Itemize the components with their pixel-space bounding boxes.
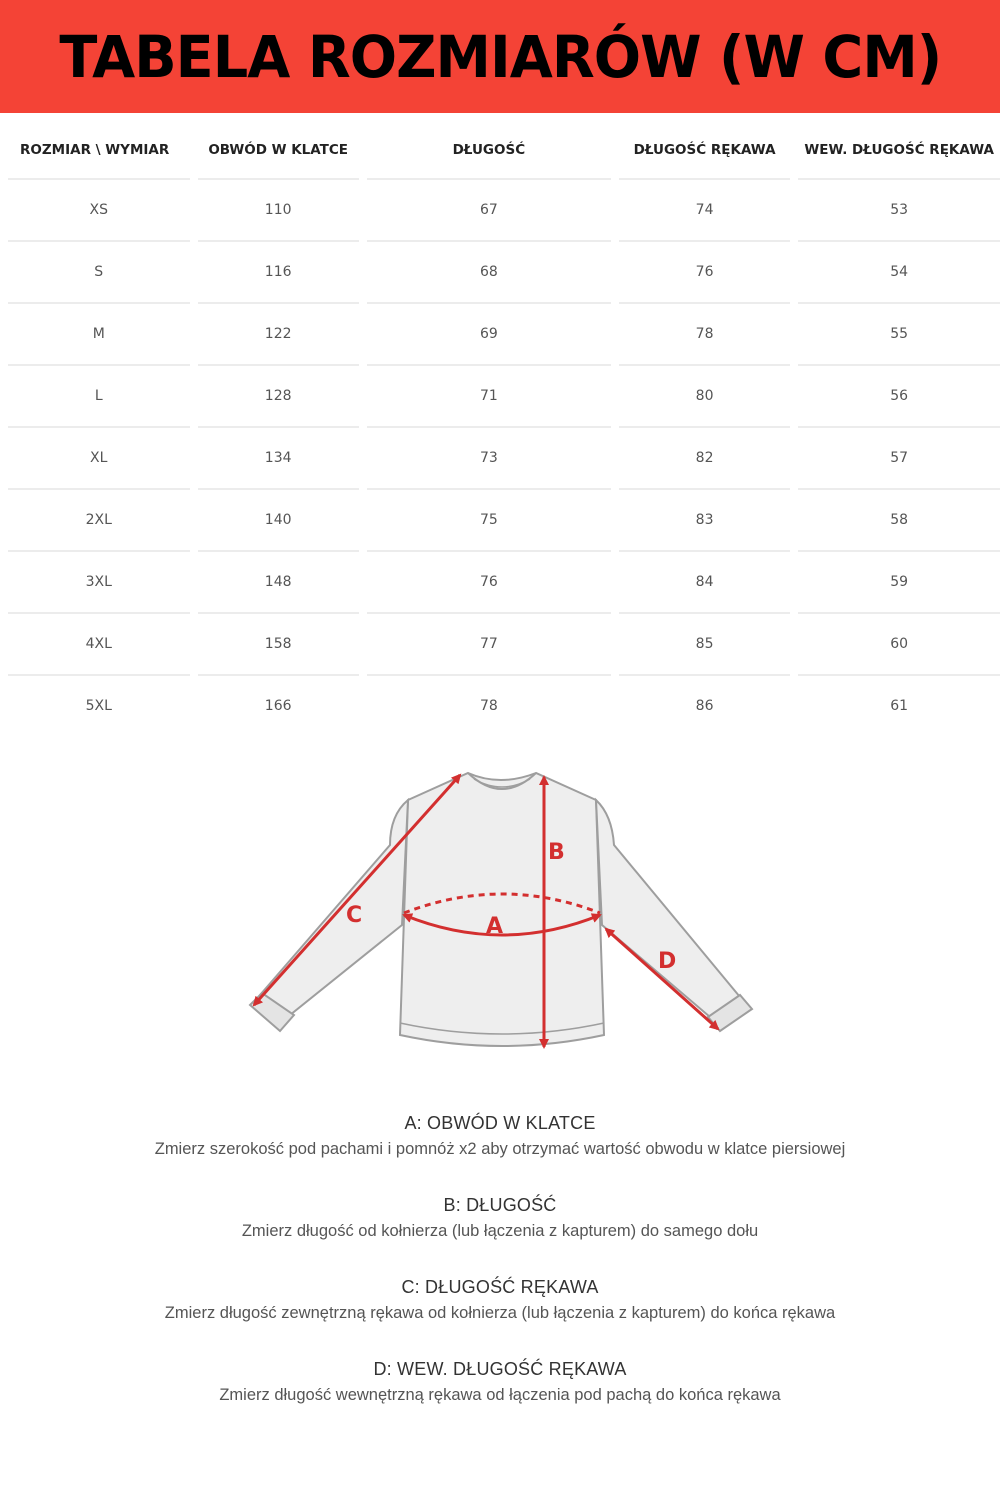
measurement-cell: 74 bbox=[619, 180, 790, 242]
measurement-cell: 73 bbox=[367, 428, 611, 490]
measurement-cell: 140 bbox=[198, 490, 359, 552]
legend-description: Zmierz długość wewnętrzną rękawa od łączenia pod pachą do końca rękawa bbox=[219, 1386, 781, 1404]
measurement-cell: 116 bbox=[198, 242, 359, 304]
column-header: WEW. DŁUGOŚĆ RĘKAWA bbox=[798, 122, 1000, 180]
measurement-cell: 55 bbox=[798, 304, 1000, 366]
table-row bbox=[8, 490, 1000, 552]
table-row bbox=[8, 180, 1000, 242]
size-cell: XS bbox=[8, 180, 190, 242]
measurement-cell: 78 bbox=[479, 698, 498, 714]
measurement-cell: 75 bbox=[367, 490, 611, 552]
legend-description: Zmierz długość od kołnierza (lub łączenia z kapturem) do samego dołu bbox=[241, 1222, 759, 1240]
measurement-cell: 78 bbox=[619, 304, 790, 366]
measurement-cell: 67 bbox=[367, 180, 611, 242]
measurement-cell: 80 bbox=[619, 366, 790, 428]
size-cell: 5XL bbox=[85, 698, 112, 714]
size-table bbox=[0, 122, 1000, 736]
measurement-cell: 77 bbox=[367, 614, 611, 676]
measurement-cell: 59 bbox=[798, 552, 1000, 614]
column-header: ROZMIAR \ WYMIAR bbox=[8, 122, 190, 180]
measurement-cell: 110 bbox=[198, 180, 359, 242]
legend-title: C: DŁUGOŚĆ RĘKAWA bbox=[401, 1277, 599, 1297]
legend-item-c bbox=[0, 1274, 1000, 1326]
measurement-cell: 56 bbox=[798, 366, 1000, 428]
label-b: B bbox=[548, 840, 565, 865]
size-table-container bbox=[8, 122, 1000, 736]
left-sleeve bbox=[260, 800, 408, 1015]
column-header: OBWÓD W KLATCE bbox=[198, 122, 359, 180]
label-d: D bbox=[658, 949, 677, 974]
measurement-cell: 82 bbox=[619, 428, 790, 490]
sweater-body bbox=[400, 773, 604, 1046]
table-row bbox=[8, 552, 1000, 614]
measurement-cell: 122 bbox=[198, 304, 359, 366]
measurement-cell: 53 bbox=[798, 180, 1000, 242]
measurement-cell: 134 bbox=[198, 428, 359, 490]
measurement-cell: 85 bbox=[619, 614, 790, 676]
title-banner bbox=[0, 0, 1000, 113]
column-header: DŁUGOŚĆ RĘKAWA bbox=[619, 122, 790, 180]
measurement-cell: 58 bbox=[798, 490, 1000, 552]
table-row bbox=[8, 242, 1000, 304]
measurement-cell: 86 bbox=[695, 698, 714, 714]
legend-title: A: OBWÓD W KLATCE bbox=[404, 1113, 596, 1133]
table-row bbox=[8, 304, 1000, 366]
legend-description: Zmierz długość zewnętrzną rękawa od kołnierza (lub łączenia z kapturem) do końca rękawa bbox=[164, 1304, 836, 1322]
measurement-cell: 76 bbox=[619, 242, 790, 304]
size-cell: L bbox=[8, 366, 190, 428]
size-cell: M bbox=[8, 304, 190, 366]
measurement-cell: 76 bbox=[367, 552, 611, 614]
measurement-legend bbox=[0, 1110, 1000, 1438]
table-row bbox=[8, 428, 1000, 490]
measurement-cell: 68 bbox=[367, 242, 611, 304]
measurement-cell: 128 bbox=[198, 366, 359, 428]
sweater-diagram bbox=[240, 765, 760, 1065]
measurement-cell: 84 bbox=[619, 552, 790, 614]
measurement-cell: 148 bbox=[198, 552, 359, 614]
legend-description: Zmierz szerokość pod pachami i pomnóż x2 aby otrzymać wartość obwodu w klatce piersiowej bbox=[154, 1140, 846, 1158]
measurement-cell: 158 bbox=[198, 614, 359, 676]
size-cell: XL bbox=[8, 428, 190, 490]
size-cell: 4XL bbox=[8, 614, 190, 676]
measurement-cell: 57 bbox=[798, 428, 1000, 490]
legend-title: D: WEW. DŁUGOŚĆ RĘKAWA bbox=[373, 1359, 627, 1379]
size-cell: 3XL bbox=[8, 552, 190, 614]
label-a: A bbox=[486, 914, 504, 939]
legend-item-b bbox=[0, 1192, 1000, 1244]
measurement-cell: 61 bbox=[890, 698, 909, 714]
page-title: TABELA ROZMIARÓW (W CM) bbox=[59, 22, 941, 91]
table-row bbox=[8, 366, 1000, 428]
size-cell: 2XL bbox=[8, 490, 190, 552]
measurement-cell: 71 bbox=[367, 366, 611, 428]
legend-item-a bbox=[0, 1110, 1000, 1162]
column-header: DŁUGOŚĆ bbox=[367, 122, 611, 180]
measurement-cell: 60 bbox=[798, 614, 1000, 676]
table-row bbox=[8, 614, 1000, 676]
table-header-row bbox=[8, 122, 1000, 180]
size-cell: S bbox=[8, 242, 190, 304]
measurement-cell: 166 bbox=[264, 698, 292, 714]
legend-item-d bbox=[0, 1356, 1000, 1408]
measurement-cell: 83 bbox=[619, 490, 790, 552]
measurement-cell: 54 bbox=[798, 242, 1000, 304]
label-c: C bbox=[346, 903, 363, 928]
legend-title: B: DŁUGOŚĆ bbox=[443, 1195, 557, 1215]
measurement-cell: 69 bbox=[367, 304, 611, 366]
table-row bbox=[8, 676, 1000, 736]
